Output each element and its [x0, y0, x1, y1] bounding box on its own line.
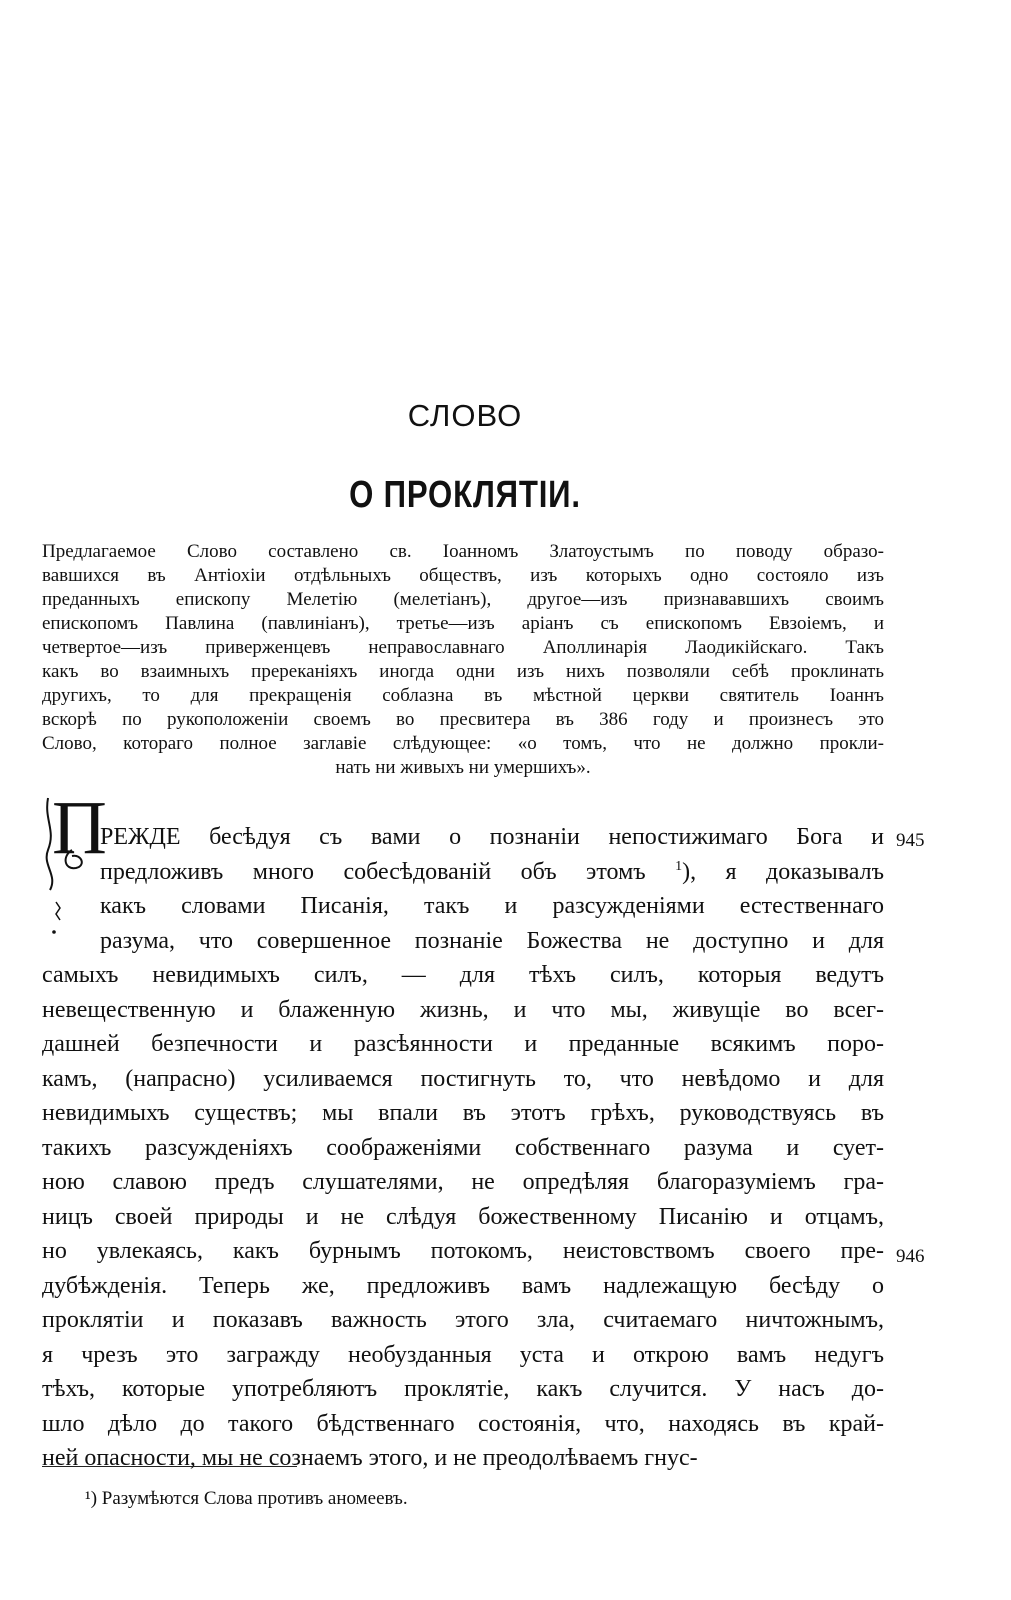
body-line: дубѣжденія. Теперь же, предложивъ вамъ надлежащую бесѣду о: [42, 1272, 884, 1299]
body-line-suffix: ), я доказывалъ: [682, 858, 885, 885]
footnote-divider: [42, 1466, 297, 1467]
intro-line: епископомъ Павлина (павлиніанъ), третье—изъ аріанъ съ епископомъ Евзоіемъ, и: [42, 613, 884, 634]
margin-column-number: 945: [896, 830, 925, 851]
body-line: камъ, (напрасно) усиливаемся постигнуть то, что невѣдомо и для: [42, 1065, 884, 1092]
body-line: какъ словами Писанія, такъ и разсужденіями естественнаго: [100, 893, 884, 919]
title-line-2: О ПРОКЛЯТІИ.: [349, 474, 581, 516]
body-line: ною славою предъ слушателями, не опредѣляя благоразуміемъ гра-: [42, 1169, 884, 1195]
drop-cap-letter: П: [52, 786, 107, 870]
intro-line: вскорѣ по рукоположеніи своемъ во пресвитера въ 386 году и произнесъ это: [42, 709, 884, 730]
body-line: проклятіи и показавъ важность этого зла, считаемаго ничтожнымъ,: [42, 1307, 884, 1333]
body-line: шло дѣло до такого бѣдственнаго состоянія, что, находясь въ край-: [42, 1410, 884, 1437]
body-line: невидимыхъ существъ; мы впали въ этотъ грѣхъ, руководствуясь въ: [42, 1100, 884, 1126]
intro-line: вавшихся въ Антіохіи отдѣльныхъ обществъ, изъ которыхъ одно состояло изъ: [42, 565, 884, 586]
footnote-ref: 1: [675, 858, 683, 874]
footnote: [85, 1488, 408, 1510]
body-line: невещественную и блаженную жизнь, и что мы, живущіе во всег-: [42, 996, 884, 1023]
intro-paragraph: [42, 540, 884, 780]
body-line: но увлекаясь, какъ бурнымъ потокомъ, неистовствомъ своего пре-: [42, 1238, 884, 1264]
main-text: [42, 820, 884, 1476]
body-line: ней опасности, мы не сознаемъ этого, и не преодолѣваемъ гнус-: [42, 1445, 698, 1471]
body-line: такихъ разсужденіяхъ соображеніями собственнаго разума и сует-: [42, 1134, 884, 1161]
title-line-1: СЛОВО: [407, 398, 523, 433]
intro-line: Предлагаемое Слово составлено св. Іоанномъ Златоустымъ по поводу образо-: [42, 541, 884, 562]
intro-line: преданныхъ епископу Мелетію (мелетіанъ), другое—изъ признававшихъ своимъ: [42, 589, 884, 610]
intro-line-last: нать ни живыхъ ни умершихъ».: [335, 757, 591, 778]
body-line: я чрезъ это загражду необузданныя уста и открою вамъ недугъ: [42, 1341, 884, 1368]
body-line: ницъ своей природы и не слѣдуя божественному Писанію и отцамъ,: [42, 1203, 884, 1230]
intro-line: какъ во взаимныхъ пререканіяхъ иногда одни изъ нихъ позволяли себѣ проклинать: [42, 661, 884, 682]
margin-column-number: 946: [896, 1246, 925, 1267]
body-line: дашней безпечности и разсѣянности и преданные всякимъ поро-: [42, 1031, 884, 1057]
body-line: [42, 855, 884, 890]
body-line: РЕЖДЕ бесѣдуя съ вами о познаніи непостижимаго Бога и: [100, 824, 884, 850]
footnote-marker: ¹): [85, 1488, 98, 1509]
body-line: тѣхъ, которые употребляютъ проклятіе, какъ случится. У насъ до-: [42, 1376, 884, 1402]
intro-line: другихъ, то для прекращенія соблазна въ мѣстной церкви святитель Іоаннъ: [42, 685, 884, 706]
intro-line: Слово, котораго полное заглавіе слѣдующее: «о томъ, что не должно прокли-: [42, 733, 884, 754]
intro-line: четвертое—изъ приверженцевъ неправославнаго Аполлинарія Лаодикійскаго. Такъ: [42, 637, 884, 658]
body-line: самыхъ невидимыхъ силъ, — для тѣхъ силъ, которыя ведутъ: [42, 962, 884, 988]
body-line: разума, что совершенное познаніе Божества не доступно и для: [100, 927, 884, 954]
body-line-text: предложивъ много собесѣдованій объ этомъ: [100, 858, 646, 885]
footnote-text: Разумѣются Слова противъ аномеевъ.: [101, 1488, 408, 1509]
